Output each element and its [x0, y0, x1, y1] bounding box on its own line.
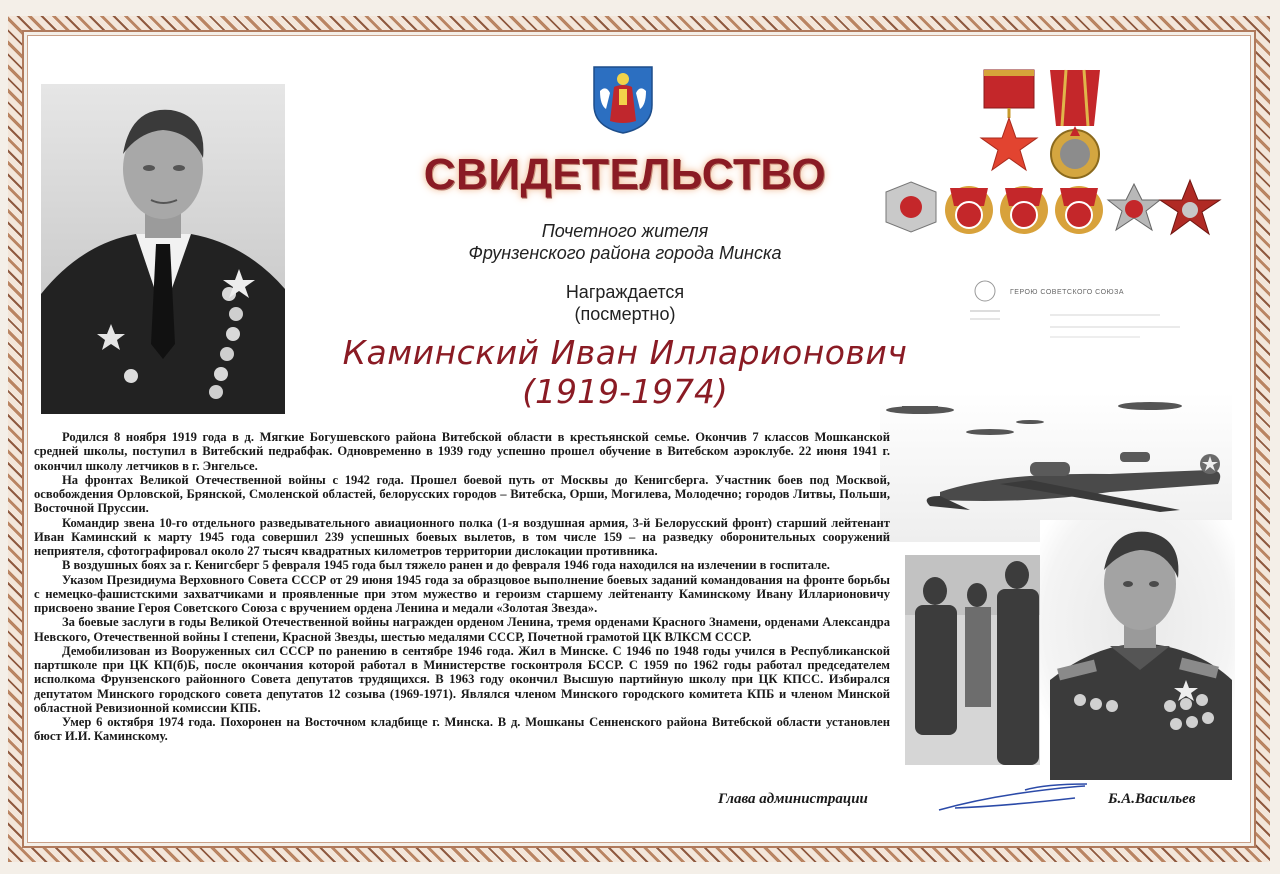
medals-group	[880, 60, 1230, 250]
recipient-years: (1919-1974)	[522, 372, 728, 411]
order-red-banner-icon-3	[1055, 186, 1103, 234]
biography-paragraph-4: В воздушных боях за г. Кенигсберг 5 февраля 1945 года был тяжело ранен и до февраля 1946 года находился на излечении в госпитале.	[62, 558, 830, 573]
order-red-banner-icon-1	[945, 186, 993, 234]
order-red-banner-icon-2	[1000, 186, 1048, 234]
order-alexander-nevsky-icon	[886, 182, 936, 232]
signatory-position: Глава администрации	[718, 791, 868, 807]
biography-paragraph-5: Указом Президиума Верховного Совета СССР от 29 июня 1945 года за образцовое выполнение боевых заданий командования на фронте борьбы с немецко-фашистскими захватчиками и проявленные при этом мужество и героизм старшему лейтенанту Каминскому Ивану Илларионовичу присвоено звание Героя Советского Союза с вручением ордена Ленина и медали «Золотая Звезда».	[34, 572, 890, 615]
order-patriotic-war-icon	[1108, 184, 1160, 230]
subtitle-line-1: Почетного жителя	[541, 221, 709, 241]
handwritten-signature	[935, 780, 1095, 816]
signatory-name: Б.А.Васильев	[1108, 791, 1196, 807]
gold-star-medal-icon	[981, 70, 1037, 170]
group-photo	[905, 555, 1053, 765]
subtitle-line-2: Фрунзенского района города Минска	[468, 243, 782, 263]
order-of-lenin-icon	[1050, 70, 1100, 178]
document-header-text: ГЕРОЮ СОВЕТСКОГО СОЮЗА	[1010, 289, 1124, 296]
minsk-coat-of-arms-icon	[592, 65, 654, 135]
biography-paragraph-7: Демобилизован из Вооруженных сил СССР по ранению в сентябре 1946 года. Жил в Минске. С 1946 по 1948 годы учился в Республиканской партшколе при ЦК КП(б)Б, после окончания которой работал в Министерстве госконтроля БССР. С 1959 по 1962 годы работал председателем исполкома Фрунзенского районного Совета депутатов трудящихся. В 1963 году окончил Высшую партийную школу при ЦК КПСС. Избирался депутатом Минского городского совета депутатов 12 созыва (1969-1971). Являлся членом Минского городского комитета КПБ и членом Минской областной Ревизионной комиссии КПБ.	[34, 643, 890, 715]
military-portrait-photo	[1040, 520, 1235, 780]
awarded-block	[430, 281, 820, 325]
biography-paragraph-8: Умер 6 октября 1974 года. Похоронен на Восточном кладбище г. Минска. В д. Мошканы Сенненского района Витебской области установлен бюст И.И. Каминскому.	[34, 715, 890, 744]
portrait-photo	[41, 84, 285, 414]
awarded-line-1: Награждается	[565, 282, 685, 302]
biography-paragraph-1: Родился 8 ноября 1919 года в д. Мягкие Богушевского района Витебской области в крестьянской семье. Окончив 7 классов Мошканской средней школы, поступил в Витебский педрабфак. Одновременно в 1939 году успешно прошел обучение в Витебском аэроклубе. 22 июня 1941 г. окончил школу летчиков в г. Энгельсе.	[34, 430, 890, 473]
biography-paragraph-2: На фронтах Великой Отечественной войны с 1942 года. Прошел боевой путь от Москвы до Кенигсберга. Участник боев под Москвой, освобождения Орловской, Брянской, Смоленской областей, белорусских городов – Витебска, Орши, Могилева, Молодечно; городов Литвы, Польши, Восточной Пруссии.	[34, 472, 890, 516]
biography-paragraph-3: Командир звена 10-го отдельного разведывательного авиационного полка (1-я воздушная армия, 3-й Белорусский фронт) старший лейтенант Иван Каминский к марту 1945 года совершил 239 успешных боевых вылетов, в том числе 159 – на разведку оборонительных сооружений неприятеля, сфотографировал около 27 тысяч квадратных километров территории дислокации противника.	[34, 515, 890, 558]
recipient-name: Каминский Иван Илларионович	[342, 333, 908, 372]
certificate-title: СВИДЕТЕЛЬСТВО	[423, 150, 827, 199]
certificate-subtitle	[380, 220, 870, 264]
biography-text	[34, 430, 890, 744]
order-red-star-icon	[1160, 180, 1220, 234]
biography-paragraph-6: За боевые заслуги в годы Великой Отечественной войны награжден орденом Ленина, тремя орденами Красного Знамени, орденами Александра Невского, Отечественной войны I степени, Красной Звезды, шестью медалями СССР, Почетной грамотой ЦК ВЛКСМ СССР.	[34, 615, 890, 644]
awarded-line-2: (посмертно)	[574, 304, 676, 324]
